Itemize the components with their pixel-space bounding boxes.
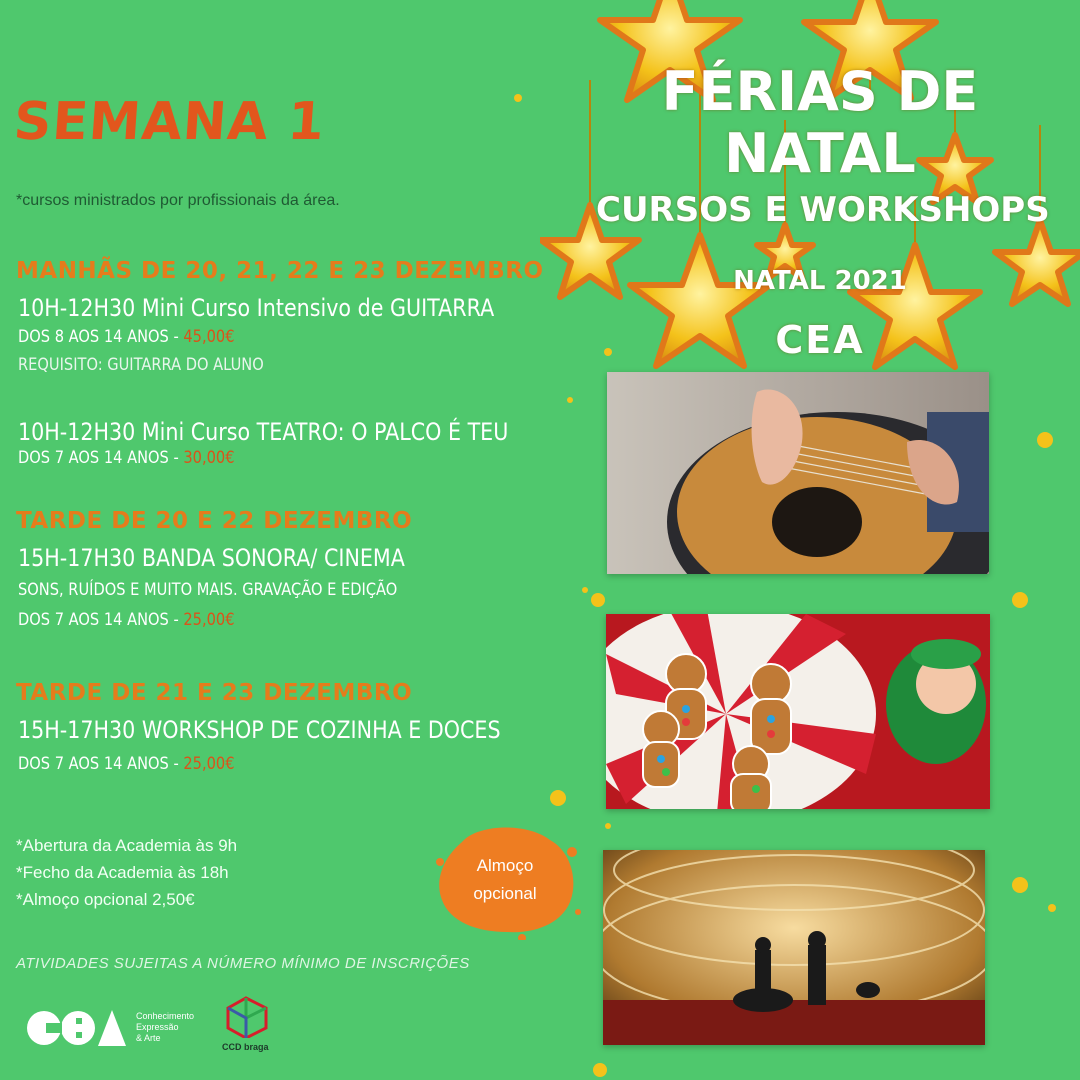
- minimum-enrollment-disclaimer: ATIVIDADES SUJEITAS A NÚMERO MÍNIMO DE INSCRIÇÕES: [16, 955, 470, 972]
- course-ages-cooking: [18, 754, 235, 774]
- gingerbread-cookies-photo: [606, 614, 990, 809]
- poster-year: NATAL 2021: [733, 266, 907, 296]
- professionals-note: *cursos ministrados por profissionais da área.: [16, 192, 340, 209]
- poster-title-line2: NATAL: [724, 122, 916, 185]
- course-title-theatre: 10H-12H30 Mini Curso TEATRO: O PALCO É TEU: [18, 418, 509, 446]
- cea-logo-tagline: [136, 1011, 194, 1044]
- guitar-photo: [607, 372, 989, 574]
- ccd-sub-label: braga: [244, 1042, 269, 1052]
- poster-title-line1: FÉRIAS DE: [661, 60, 979, 123]
- ccd-braga-logo: [222, 994, 272, 1038]
- poster-brand-logo: CEA: [775, 318, 865, 362]
- lunch-badge-text: [440, 852, 570, 908]
- poster-subtitle: CURSOS E WORKSHOPS: [596, 190, 1050, 230]
- section-heading-mornings: MANHÃS DE 20, 21, 22 E 23 DEZEMBRO: [16, 258, 544, 284]
- ccd-braga-logo-text: [222, 1042, 269, 1053]
- ages-label: DOS 7 AOS 14 ANOS -: [18, 448, 184, 468]
- footnote-lunch: *Almoço opcional 2,50€: [16, 890, 195, 909]
- course-ages-guitar: [18, 327, 235, 347]
- badge-line2: opcional: [473, 884, 537, 903]
- course-requirement-guitar: REQUISITO: GUITARRA DO ALUNO: [18, 355, 264, 375]
- theatre-stage-photo: [603, 850, 985, 1045]
- course-title-guitar: 10H-12H30 Mini Curso Intensivo de GUITARRA: [18, 294, 495, 322]
- price-cooking: 25,00€: [183, 754, 235, 774]
- section-heading-afternoon-21-23: TARDE DE 21 E 23 DEZEMBRO: [16, 680, 413, 706]
- week-title: SEMANA 1: [11, 92, 328, 152]
- christmas-stars-decoration: [540, 0, 1080, 370]
- course-title-soundtrack: 15H-17H30 BANDA SONORA/ CINEMA: [18, 544, 405, 572]
- course-ages-soundtrack: [18, 610, 235, 630]
- cea-logo: [26, 1006, 130, 1050]
- course-subtitle-soundtrack: SONS, RUÍDOS E MUITO MAIS. GRAVAÇÃO E EDIÇÃO: [18, 580, 398, 600]
- ages-label: DOS 7 AOS 14 ANOS -: [18, 610, 184, 630]
- footnote-closing: *Fecho da Academia às 18h: [16, 863, 229, 882]
- ccd-label: CCD: [222, 1042, 242, 1052]
- section-heading-afternoon-20-22: TARDE DE 20 E 22 DEZEMBRO: [16, 508, 413, 534]
- tagline-line2: Expressão: [136, 1022, 179, 1032]
- badge-line1: Almoço: [476, 856, 534, 875]
- price-soundtrack: 25,00€: [183, 610, 235, 630]
- ages-label: DOS 8 AOS 14 ANOS -: [18, 327, 184, 347]
- price-guitar: 45,00€: [183, 327, 235, 347]
- tagline-line1: Conhecimento: [136, 1011, 195, 1021]
- ages-label: DOS 7 AOS 14 ANOS -: [18, 754, 184, 774]
- course-title-cooking: 15H-17H30 WORKSHOP DE COZINHA E DOCES: [18, 716, 501, 744]
- price-theatre: 30,00€: [183, 448, 235, 468]
- tagline-line3: & Arte: [136, 1033, 161, 1043]
- footnote-opening: *Abertura da Academia às 9h: [16, 836, 238, 855]
- course-ages-theatre: [18, 448, 235, 468]
